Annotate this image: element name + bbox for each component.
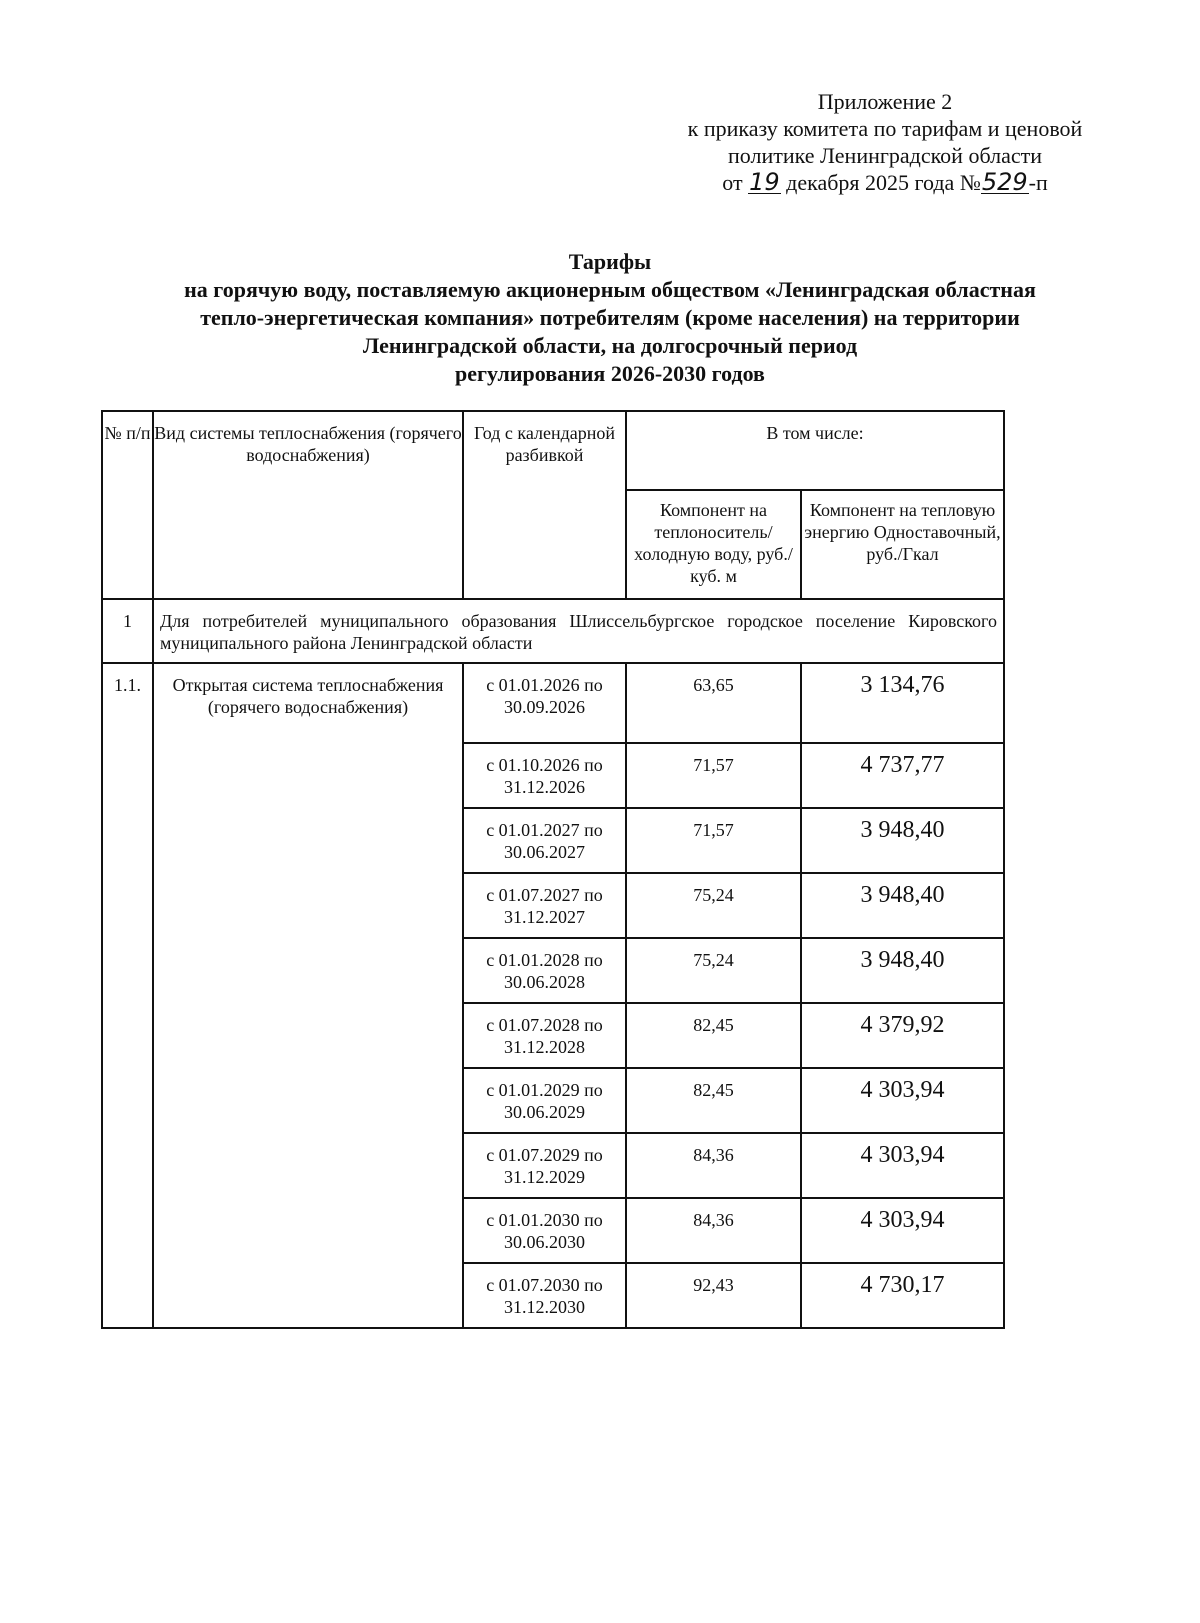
header-including: В том числе: <box>626 411 1004 490</box>
section-description: Для потребителей муниципального образования Шлиссельбургское городское поселение Кировского муниципального района Ленинградской области <box>153 599 1004 663</box>
header-energy-component: Компонент на тепловую энергию Одноставочный, руб./Гкал <box>801 490 1004 599</box>
period-cell: с 01.01.2027 по 30.06.2027 <box>463 808 626 873</box>
table-row <box>102 663 1004 743</box>
coolant-value: 84,36 <box>626 1198 801 1263</box>
energy-value: 3 134,76 <box>801 663 1004 743</box>
energy-value: 4 737,77 <box>801 743 1004 808</box>
coolant-value: 84,36 <box>626 1133 801 1198</box>
title-line-4: Ленинградской области, на долгосрочный период <box>362 333 858 358</box>
committee-name: политике Ленинградской области <box>727 143 1042 168</box>
period-cell: с 01.01.2026 по 30.09.2026 <box>463 663 626 743</box>
appendix-label: Приложение 2 <box>817 89 953 114</box>
energy-value: 4 303,94 <box>801 1198 1004 1263</box>
handwritten-order-number: 529 <box>981 168 1028 196</box>
energy-value: 4 303,94 <box>801 1068 1004 1133</box>
handwritten-day: 19 <box>749 168 780 196</box>
header-system-type: Вид системы теплоснабжения (горячего водоснабжения) <box>153 411 463 599</box>
coolant-value: 75,24 <box>626 873 801 938</box>
header-period: Год с календарной разбивкой <box>463 411 626 599</box>
coolant-value: 71,57 <box>626 808 801 873</box>
coolant-value: 75,24 <box>626 938 801 1003</box>
order-date-line <box>650 169 1120 196</box>
energy-value: 4 730,17 <box>801 1263 1004 1328</box>
energy-value: 3 948,40 <box>801 808 1004 873</box>
title-line-2: на горячую воду, поставляемую акционерным обществом «Ленинградская областная <box>184 277 1036 302</box>
order-reference: к приказу комитета по тарифам и ценовой <box>687 116 1083 141</box>
period-cell: с 01.01.2028 по 30.06.2028 <box>463 938 626 1003</box>
energy-value: 4 379,92 <box>801 1003 1004 1068</box>
approval-block <box>650 88 1120 196</box>
period-cell: с 01.01.2029 по 30.06.2029 <box>463 1068 626 1133</box>
period-cell: с 01.10.2026 по 31.12.2026 <box>463 743 626 808</box>
period-cell: с 01.07.2027 по 31.12.2027 <box>463 873 626 938</box>
title-line-3: тепло-энергетическая компания» потребителям (кроме населения) на территории <box>200 305 1020 330</box>
coolant-value: 63,65 <box>626 663 801 743</box>
tariff-table <box>101 410 1005 1329</box>
section-number: 1 <box>102 599 153 663</box>
coolant-value: 71,57 <box>626 743 801 808</box>
title-line-5: регулирования 2026-2030 годов <box>455 361 765 386</box>
row-system-type: Открытая система теплоснабжения (горячего водоснабжения) <box>153 663 463 1328</box>
header-num: № п/п <box>102 411 153 599</box>
period-cell: с 01.07.2028 по 31.12.2028 <box>463 1003 626 1068</box>
coolant-value: 82,45 <box>626 1003 801 1068</box>
coolant-value: 82,45 <box>626 1068 801 1133</box>
period-cell: с 01.07.2029 по 31.12.2029 <box>463 1133 626 1198</box>
document-title <box>100 248 1120 388</box>
energy-value: 4 303,94 <box>801 1133 1004 1198</box>
period-cell: с 01.01.2030 по 30.06.2030 <box>463 1198 626 1263</box>
header-coolant-component: Компонент на теплоноситель/холодную воду, руб./куб. м <box>626 490 801 599</box>
row-number: 1.1. <box>102 663 153 1328</box>
order-suffix: -п <box>1028 170 1048 195</box>
energy-value: 3 948,40 <box>801 873 1004 938</box>
date-prefix: от <box>722 170 743 195</box>
date-middle: декабря 2025 года № <box>786 170 981 195</box>
period-cell: с 01.07.2030 по 31.12.2030 <box>463 1263 626 1328</box>
title-heading: Тарифы <box>568 249 652 274</box>
energy-value: 3 948,40 <box>801 938 1004 1003</box>
coolant-value: 92,43 <box>626 1263 801 1328</box>
